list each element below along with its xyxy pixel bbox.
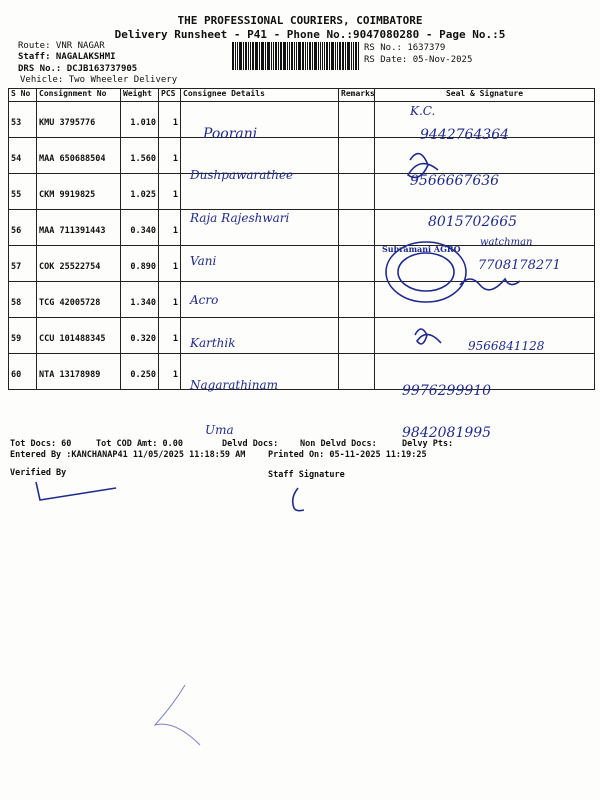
barcode-bar (261, 42, 262, 70)
phone-handwriting: 8015702665 (428, 214, 518, 230)
header-consignee: Consignee Details (181, 89, 339, 102)
phone-handwriting: 9842081995 (402, 425, 492, 441)
cell-remarks (339, 354, 375, 390)
drs-label: DRS No.: DCJB163737905 (18, 64, 138, 74)
barcode-bar (339, 42, 341, 70)
consignee-handwriting: Acro (190, 293, 219, 307)
barcode-bar (250, 42, 251, 70)
cell-sno: 58 (9, 282, 37, 318)
staff-label: Staff: NAGALAKSHMI (18, 52, 116, 62)
header-seal-signature: Seal & Signature (375, 89, 595, 102)
printed-on: Printed On: 05-11-2025 11:19:25 (268, 450, 427, 460)
phone-handwriting: 9976299910 (402, 383, 492, 399)
barcode-bar (262, 42, 264, 70)
barcode-bar (312, 42, 313, 70)
barcode-bar (337, 42, 338, 70)
cell-sno: 59 (9, 318, 37, 354)
barcode-bar (237, 42, 238, 70)
cell-consignment-no: COK 25522754 (37, 246, 121, 282)
cell-weight: 0.320 (121, 318, 159, 354)
cell-consignment-no: NTA 13178989 (37, 354, 121, 390)
cell-pcs: 1 (159, 354, 181, 390)
consignee-handwriting: Dushpawarathee (190, 168, 294, 182)
cell-remarks (339, 246, 375, 282)
phone-handwriting: 9566841128 (468, 339, 545, 353)
barcode-bar (305, 42, 306, 70)
pen-scribble (140, 680, 230, 750)
header-weight: Weight (121, 89, 159, 102)
barcode-bar (239, 42, 242, 70)
staff-signature-mark (284, 484, 314, 514)
barcode-bar (267, 42, 270, 70)
cell-pcs: 1 (159, 246, 181, 282)
barcode-bar (291, 42, 293, 70)
total-docs: Tot Docs: 60 (10, 439, 72, 449)
barcode-bar (298, 42, 301, 70)
route-label: Route: VNR NAGAR (18, 41, 105, 51)
barcode-bar (314, 42, 317, 70)
barcode-bar (347, 42, 350, 70)
barcode-bar (259, 42, 260, 70)
barcode-bar (283, 42, 286, 70)
delivered-docs: Delvd Docs: (222, 439, 279, 449)
consignee-handwriting: Nagarathinam (190, 378, 279, 392)
consignee-handwriting: Uma (205, 423, 234, 437)
kc-handwriting: K.C. (410, 104, 436, 118)
cell-pcs: 1 (159, 102, 181, 138)
cell-weight: 0.890 (121, 246, 159, 282)
consignee-handwriting: Raja Rajeshwari (190, 211, 290, 225)
verified-signature (30, 478, 120, 508)
cell-pcs: 1 (159, 174, 181, 210)
delivery-points: Delvy Pts: (402, 439, 454, 449)
barcode-bar (302, 42, 304, 70)
cell-weight: 1.025 (121, 174, 159, 210)
consignee-handwriting: Poorani (203, 126, 258, 142)
barcode-bar (322, 42, 323, 70)
phone-handwriting: 9566667636 (410, 173, 500, 189)
barcode-bar (324, 42, 325, 70)
barcode-bar (351, 42, 352, 70)
barcode-bar (353, 42, 354, 70)
cell-weight: 1.010 (121, 102, 159, 138)
barcode-bar (318, 42, 319, 70)
barcode-bar (273, 42, 274, 70)
barcode (232, 42, 360, 70)
barcode-bar (335, 42, 336, 70)
cell-remarks (339, 102, 375, 138)
header-sno: S No (9, 89, 37, 102)
cell-weight: 1.340 (121, 282, 159, 318)
cell-consignment-no: MAA 711391443 (37, 210, 121, 246)
barcode-bar (255, 42, 258, 70)
cell-sno: 55 (9, 174, 37, 210)
barcode-bar (248, 42, 249, 70)
cell-sno: 57 (9, 246, 37, 282)
company-name: THE PROFESSIONAL COURIERS, COIMBATORE (177, 14, 423, 27)
cell-sno: 54 (9, 138, 37, 174)
cell-remarks (339, 174, 375, 210)
barcode-bar (329, 42, 330, 70)
barcode-bar (252, 42, 254, 70)
signature-scribbles (380, 140, 580, 450)
rs-date: RS Date: 05-Nov-2025 (364, 55, 473, 65)
header-consignment: Consignment No (37, 89, 121, 102)
barcode-bar (265, 42, 266, 70)
barcode-bar (309, 42, 311, 70)
verified-by-label: Verified By (10, 468, 67, 478)
barcode-bar (345, 42, 346, 70)
cell-remarks (339, 318, 375, 354)
entered-by: Entered By :KANCHANAP41 11/05/2025 11:18:59 AM (10, 450, 246, 460)
seal-text: Subramani AGRO (382, 244, 461, 254)
barcode-bar (342, 42, 344, 70)
barcode-bar (278, 42, 279, 70)
cell-weight: 1.560 (121, 138, 159, 174)
cell-consignment-no: CKM 9919825 (37, 174, 121, 210)
barcode-bar (320, 42, 322, 70)
barcode-bar (271, 42, 272, 70)
consignee-handwriting: Vani (190, 254, 217, 268)
vehicle-label: Vehicle: Two Wheeler Delivery (20, 75, 178, 85)
cell-remarks (339, 210, 375, 246)
header-remarks: Remarks (339, 89, 375, 102)
cell-sno: 56 (9, 210, 37, 246)
table-header-row (9, 89, 595, 102)
rs-number: RS No.: 1637379 (364, 43, 446, 53)
cell-remarks (339, 282, 375, 318)
cell-consignment-no: MAA 650688504 (37, 138, 121, 174)
barcode-bar (355, 42, 357, 70)
runsheet-title: Delivery Runsheet - P41 - Phone No.:9047080280 - Page No.:5 (114, 28, 506, 41)
cell-weight: 0.250 (121, 354, 159, 390)
barcode-bar (243, 42, 244, 70)
barcode-bar (245, 42, 247, 70)
cell-pcs: 1 (159, 138, 181, 174)
cell-pcs: 1 (159, 282, 181, 318)
barcode-bar (307, 42, 308, 70)
cell-pcs: 1 (159, 210, 181, 246)
barcode-bar (331, 42, 334, 70)
cell-sno: 53 (9, 102, 37, 138)
cell-weight: 0.340 (121, 210, 159, 246)
barcode-bar (280, 42, 282, 70)
barcode-bar (289, 42, 290, 70)
cell-pcs: 1 (159, 318, 181, 354)
barcode-bar (326, 42, 328, 70)
cell-consignment-no: TCG 42005728 (37, 282, 121, 318)
cell-sno: 60 (9, 354, 37, 390)
barcode-bar (296, 42, 297, 70)
header-pcs: PCS (159, 89, 181, 102)
phone-handwriting: 7708178271 (478, 258, 561, 273)
consignee-handwriting: Karthik (190, 336, 236, 350)
cell-consignment-no: KMU 3795776 (37, 102, 121, 138)
staff-signature-label: Staff Signature (268, 470, 345, 480)
barcode-bar (235, 42, 236, 70)
barcode-bar (287, 42, 288, 70)
phone-handwriting: 9442764364 (420, 127, 510, 143)
barcode-bar (358, 42, 359, 70)
non-delivered-docs: Non Delvd Docs: (300, 439, 377, 449)
cell-consignment-no: CCU 101488345 (37, 318, 121, 354)
total-cod: Tot COD Amt: 0.00 (96, 439, 183, 449)
barcode-bar (232, 42, 234, 70)
cell-remarks (339, 138, 375, 174)
watchman-handwriting: watchman (480, 237, 533, 248)
barcode-bar (275, 42, 277, 70)
barcode-bar (294, 42, 295, 70)
